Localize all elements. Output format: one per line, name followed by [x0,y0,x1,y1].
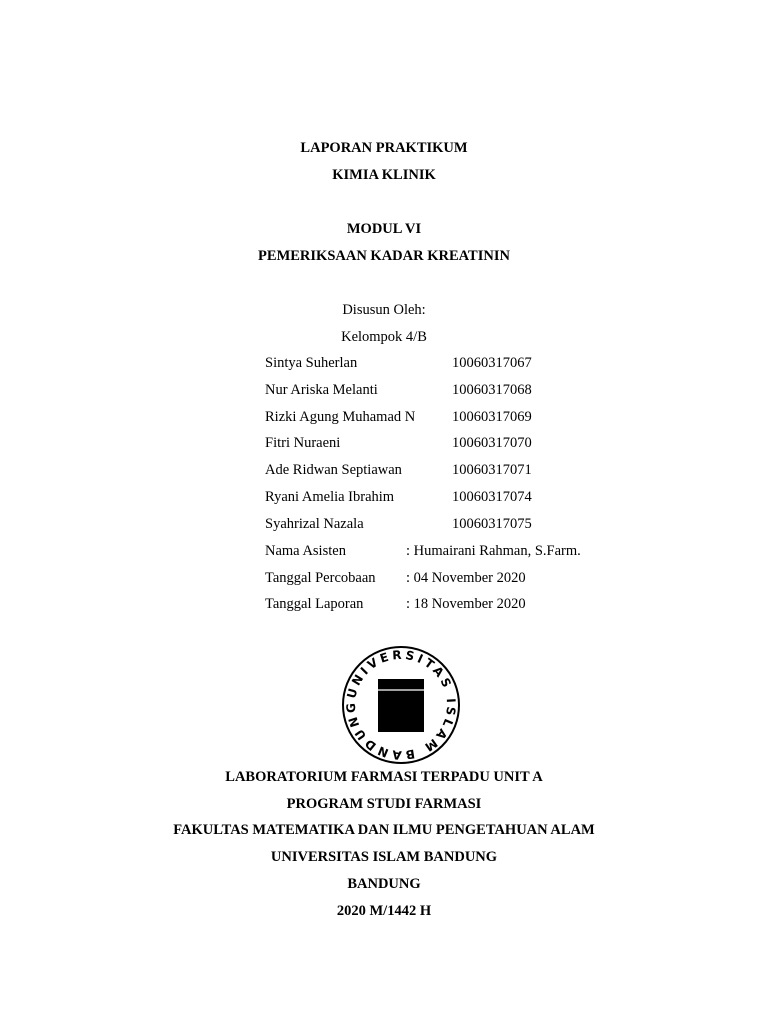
member-name: Fitri Nuraeni [265,435,341,451]
member-nim: 10060317067 [452,355,532,371]
member-name: Ade Ridwan Septiawan [265,462,402,478]
info-label: Tanggal Laporan [265,596,364,612]
course-title: KIMIA KLINIK [332,167,436,183]
member-name: Ryani Amelia Ibrahim [265,489,395,505]
info-value: : 04 November 2020 [406,570,526,586]
member-name: Sintya Suherlan [265,355,358,371]
member-nim: 10060317070 [452,435,532,451]
footer-university: UNIVERSITAS ISLAM BANDUNG [270,849,498,865]
footer-faculty: FAKULTAS MATEMATIKA DAN ILMU PENGETAHUAN ALAM [173,822,595,838]
member-name: Syahrizal Nazala [265,516,364,532]
member-name: Nur Ariska Melanti [265,382,378,398]
footer-city: BANDUNG [347,876,421,892]
info-value: : Humairani Rahman, S.Farm. [406,543,581,559]
info-value: : 18 November 2020 [406,596,526,612]
member-nim: 10060317075 [452,516,532,532]
member-nim: 10060317069 [452,409,532,425]
member-nim: 10060317071 [452,462,532,478]
report-title: LAPORAN PRAKTIKUM [300,140,468,156]
topic-title: PEMERIKSAAN KADAR KREATININ [258,248,510,264]
group-label: Kelompok 4/B [341,329,427,345]
member-name: Rizki Agung Muhamad N [265,409,416,425]
compiled-by-label: Disusun Oleh: [342,302,426,318]
seal-ring-text: UNIVERSITAS ISLAM BANDUNG [343,647,459,763]
footer-program: PROGRAM STUDI FARMASI [286,796,482,812]
info-label: Nama Asisten [265,543,346,559]
module-title: MODUL VI [346,221,422,237]
footer-lab: LABORATORIUM FARMASI TERPADU UNIT A [225,769,543,785]
university-seal-icon [342,646,460,764]
member-nim: 10060317068 [452,382,532,398]
footer-year: 2020 M/1442 H [336,903,432,919]
info-label: Tanggal Percobaan [265,570,376,586]
member-nim: 10060317074 [452,489,532,505]
